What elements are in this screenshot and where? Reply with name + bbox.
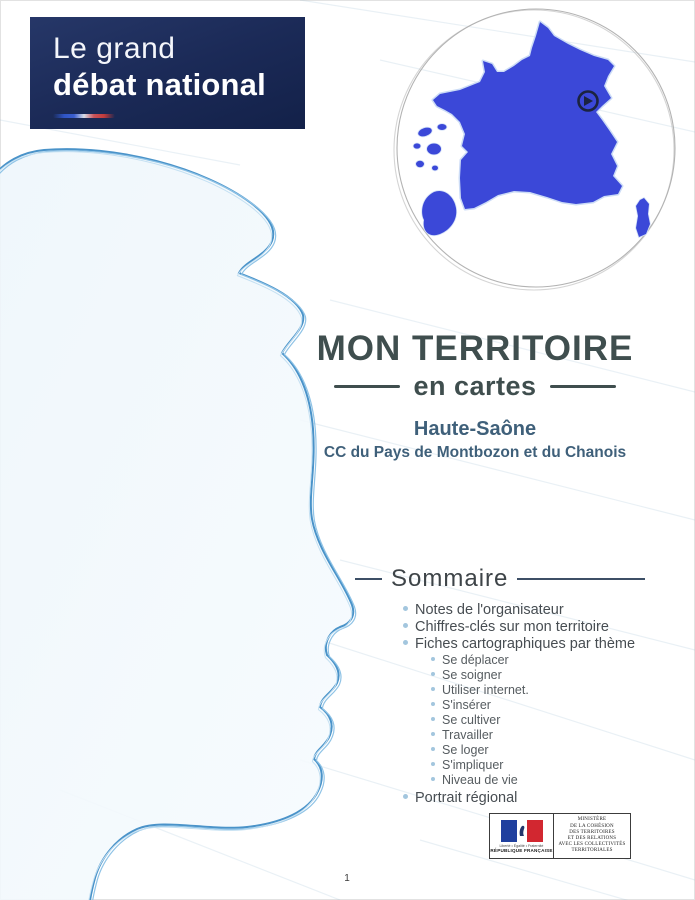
french-flag-icon [501,820,543,842]
bullet-icon [403,640,408,645]
sub-list-item [355,698,645,713]
sub-list-item [355,773,645,788]
bullet-icon [431,732,435,736]
sub-item-label: S'impliquer [442,758,504,772]
republique-text: RÉPUBLIQUE FRANÇAISE [490,847,553,853]
list-item [355,602,645,619]
title-block [310,331,640,462]
sub-item-label: Se déplacer [442,653,509,667]
sommaire-list [355,602,645,807]
logo-line1: Le grand [53,32,176,65]
sub-item-label: Travailler [442,728,493,742]
bullet-icon [431,762,435,766]
bullet-icon [403,606,408,611]
sub-item-label: Se soigner [442,668,502,682]
france-map-circle [388,6,684,294]
sub-list-item [355,713,645,728]
ministry-line: DES TERRITOIRES [569,829,615,835]
republique-francaise-logo [490,814,554,858]
sub-item-label: Niveau de vie [442,773,518,787]
bullet-icon [431,672,435,676]
page-title: MON TERRITOIRE [316,329,634,368]
bullet-icon [431,777,435,781]
sub-item-label: S'insérer [442,698,491,712]
list-item [355,619,645,636]
sub-list-item [355,743,645,758]
overseas-islands [414,124,457,235]
ministry-line: MINISTÈRE [577,817,607,823]
bullet-icon [431,687,435,691]
list-item-label: Fiches cartographiques par thème [415,636,636,652]
sub-list-item [355,758,645,773]
list-item [355,790,645,807]
heading-rule [517,578,645,580]
subtitle-rule-right [550,385,616,388]
subtitle-row [310,371,640,402]
ministry-line: DE LA COHÉSION [570,823,614,829]
sommaire-heading-row [355,565,645,593]
logo-line2: débat national [53,67,266,102]
ministry-name [554,814,630,858]
bullet-icon [431,717,435,721]
list-item [355,636,645,653]
page-subtitle: en cartes [413,371,537,401]
territory-name: CC du Pays de Montbozon et du Chanois [323,444,627,461]
list-item-label: Portrait régional [415,790,518,806]
sub-item-label: Se cultiver [442,713,501,727]
france-map [433,22,622,209]
sub-list-item [355,653,645,668]
subtitle-rule-left [334,385,400,388]
french-flag-bar [53,114,115,118]
table-of-contents [355,565,645,807]
ministry-line: TERRITORIALES [571,848,613,854]
region-name: Haute-Saône [413,418,537,440]
sub-list-item [355,683,645,698]
page-number: 1 [344,873,350,884]
island-blob [422,191,456,235]
sub-list-item [355,668,645,683]
face-profile-sketch [0,138,380,900]
sub-item-label: Utiliser internet. [442,683,529,697]
ministry-line: ET DES RELATIONS [567,836,617,841]
sommaire-heading: Sommaire [391,565,509,592]
bullet-icon [431,747,435,751]
heading-dash [355,578,382,580]
bullet-icon [431,657,435,661]
ministry-logo-block [489,813,631,859]
ministry-line: AVEC LES COLLECTIVITÉS [558,842,626,848]
motto-text: Liberté • Égalité • Fraternité [499,842,544,848]
face-fill [0,149,353,900]
grand-debat-logo [30,17,305,129]
list-item-label: Notes de l'organisateur [415,602,564,618]
list-item-label: Chiffres-clés sur mon territoire [415,619,609,635]
sub-item-label: Se loger [442,743,489,757]
bullet-icon [431,702,435,706]
sub-list-item [355,728,645,743]
bullet-icon [403,794,408,799]
corsica [636,198,650,237]
bullet-icon [403,623,408,628]
